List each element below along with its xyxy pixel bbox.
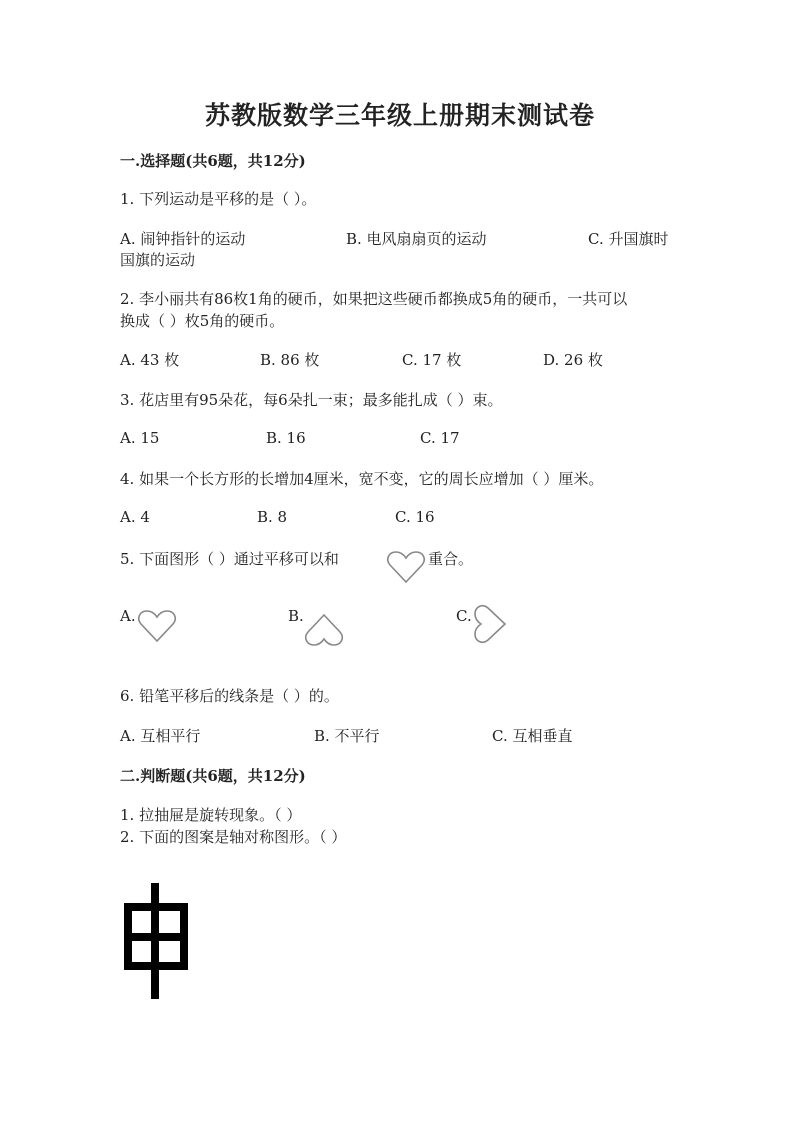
q6-option-c[interactable]: C. 互相垂直 (492, 727, 573, 745)
heart-icon (385, 549, 427, 585)
section-heading-judgement: 二.判断题(共6题，共12分) (120, 767, 306, 785)
section-heading-choice: 一.选择题(共6题，共12分) (120, 152, 306, 170)
q4-option-c[interactable]: C. 16 (395, 508, 435, 526)
shen-character-icon (122, 883, 190, 999)
heart-icon[interactable] (303, 612, 345, 648)
judgement-question-1: 1. 拉抽屉是旋转现象。（ ） (120, 806, 302, 824)
question-4-text: 4. 如果一个长方形的长增加4厘米，宽不变，它的周长应增加（ ）厘米。 (120, 470, 604, 488)
question-2-text: 2. 李小丽共有86枚1角的硬币，如果把这些硬币都换成5角的硬币，一共可以 (120, 290, 628, 308)
question-6-text: 6. 铅笔平移后的线条是（ ）的。 (120, 687, 339, 705)
heart-icon[interactable] (136, 608, 178, 644)
q4-option-a[interactable]: A. 4 (120, 508, 150, 526)
question-2-continuation: 换成（ ）枚5角的硬币。 (120, 312, 285, 330)
q5-option-a[interactable]: A. (120, 607, 136, 625)
q2-option-c[interactable]: C. 17 枚 (402, 351, 462, 369)
question-3-text: 3. 花店里有95朵花，每6朵扎一束；最多能扎成（ ）束。 (120, 391, 503, 409)
q2-option-b[interactable]: B. 86 枚 (260, 351, 320, 369)
q5-option-b[interactable]: B. (288, 607, 304, 625)
judgement-question-2: 2. 下面的图案是轴对称图形。（ ） (120, 828, 347, 846)
q2-option-d[interactable]: D. 26 枚 (543, 351, 603, 369)
q1-option-b[interactable]: B. 电风扇扇页的运动 (346, 230, 487, 248)
q1-option-a[interactable]: A. 闹钟指针的运动 (120, 230, 246, 248)
page-title: 苏教版数学三年级上册期末测试卷 (204, 101, 595, 130)
question-5-text: 5. 下面图形（ ）通过平移可以和 (120, 550, 339, 568)
q6-option-b[interactable]: B. 不平行 (314, 727, 380, 745)
q3-option-b[interactable]: B. 16 (266, 429, 306, 447)
question-1-text: 1. 下列运动是平移的是（ ）。 (120, 190, 317, 208)
heart-icon[interactable] (469, 603, 511, 645)
q6-option-a[interactable]: A. 互相平行 (120, 727, 201, 745)
q3-option-a[interactable]: A. 15 (120, 429, 160, 447)
q1-option-c[interactable]: C. 升国旗时 (588, 230, 669, 248)
q1-option-c-continuation: 国旗的运动 (120, 251, 196, 269)
q5-option-c[interactable]: C. (456, 607, 472, 625)
q2-option-a[interactable]: A. 43 枚 (120, 351, 180, 369)
question-5-text-after: 重合。 (428, 550, 474, 568)
q4-option-b[interactable]: B. 8 (257, 508, 288, 526)
q3-option-c[interactable]: C. 17 (420, 429, 460, 447)
